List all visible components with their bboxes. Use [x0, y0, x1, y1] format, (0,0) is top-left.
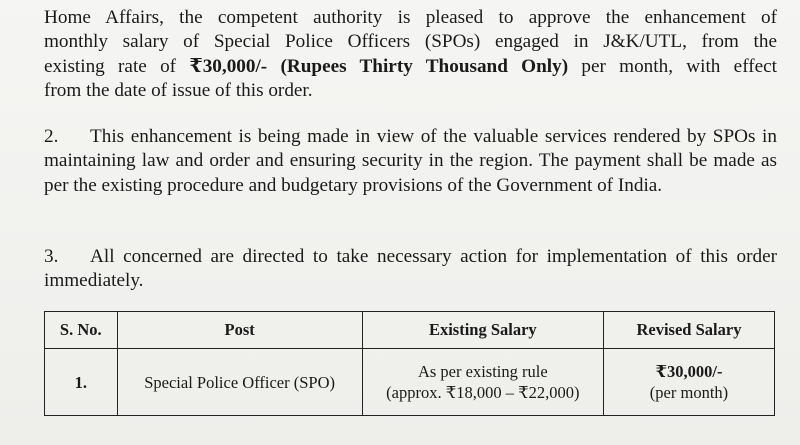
para1-line2: monthly salary of Special Police Officers (SPOs) engaged in J&K/UTL, from the	[44, 31, 777, 53]
para1-line3	[44, 55, 777, 79]
paragraph-2	[44, 125, 777, 198]
cell-existing-salary	[362, 349, 603, 416]
header-post: Post	[117, 312, 362, 349]
header-revised-salary: Revised Salary	[603, 312, 774, 349]
para2-number: 2.	[44, 126, 59, 147]
para1-line4: from the date of issue of this order.	[44, 79, 313, 101]
para2-text: This enhancement is being made in view of the valuable services rendered by SPOs in maintaining law and order and ensuring security in the region. The payment shall be made as per the existing procedure and budgetary provisions of the Government of India.	[44, 126, 777, 196]
revised-salary-period: (per month)	[649, 383, 729, 402]
header-existing-salary: Existing Salary	[362, 312, 603, 349]
table-header-row	[45, 312, 775, 349]
para1-line3-pre: existing rate of	[44, 55, 190, 77]
paragraph-1	[44, 6, 777, 103]
para3-number: 3.	[44, 246, 59, 267]
para1-line1: Home Affairs, the competent authority is pleased to approve the enhancement of	[44, 7, 777, 28]
paragraph-3	[44, 245, 777, 294]
cell-revised-salary	[603, 349, 774, 416]
para3-text: All concerned are directed to take necessary action for implementation of this order immediately.	[44, 246, 777, 292]
table-row	[45, 349, 775, 416]
salary-amount-bold: ₹30,000/- (Rupees Thirty Thousand Only)	[189, 55, 569, 77]
cell-sno: 1.	[45, 349, 118, 416]
para1-line3-post: per month, with effect	[568, 55, 777, 77]
salary-table	[44, 311, 775, 416]
cell-post: Special Police Officer (SPO)	[117, 349, 362, 416]
header-sno: S. No.	[45, 312, 118, 349]
revised-salary-amount: ₹30,000/-	[655, 362, 723, 381]
existing-salary-line2: (approx. ₹18,000 – ₹22,000)	[386, 383, 580, 402]
existing-salary-line1: As per existing rule	[417, 362, 548, 381]
